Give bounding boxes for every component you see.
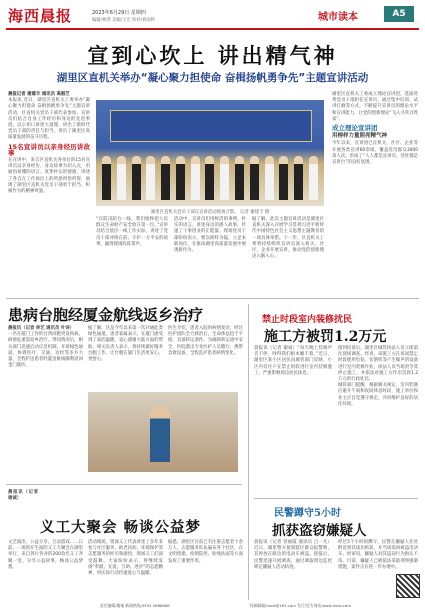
story-headline: 抓获盗窃嫌疑人 bbox=[272, 523, 367, 539]
person-figure bbox=[150, 406, 170, 462]
lead-column-5 bbox=[332, 92, 418, 166]
lead-paragraph: 今年以来，宣讲团已在机关、社区、企业等开展各类宣讲60余场，覆盖党员群众3000余人次，形成了“人人都是宣讲员、处处都是宣讲台”的良好氛围。 bbox=[332, 141, 418, 166]
story-paragraph: 接到投诉后，湖里区城管执法人员立即前往现场调查。经查，该施工方在夜间禁止时段使用电钻、切割机等产生噪声的设备进行室内装修作业。执法人员当场责令其停止施工，并依法对施工方作出罚款1.2万元的行政处罚。 bbox=[338, 346, 418, 383]
story-headline: 施工方被罚1.2万元 bbox=[264, 329, 387, 345]
story-byline: 晨报讯（记者 林艺 通讯员 叶诗） bbox=[8, 326, 75, 331]
lead-paragraph: 湖里区直机关工委成立理论宣讲团，选拔优秀党员干部担任宣讲员，通过集中培训、试讲打磨等方式，不断提升宣讲员的理论水平和宣讲能力，让党的创新理论“飞入寻常百姓家”。 bbox=[332, 92, 418, 122]
qr-code-icon bbox=[396, 574, 420, 598]
story-column bbox=[8, 490, 38, 502]
story-paragraph: 据悉，湖里区目前已有注册志愿者十余万人，志愿服务队伍遍布各个社区，在文明创建、疫情防控、助残扶弱等方面发挥了重要作用。 bbox=[168, 540, 243, 564]
column-divider bbox=[248, 304, 249, 600]
worker-photo bbox=[88, 392, 238, 472]
lead-headline: 宣到心坎上 讲出精气神 bbox=[87, 43, 338, 68]
story-paragraph: 经过5个小时的蹲守，民警在嫌疑人住处附近将其成功抓获，并当场追回被盗电动车。经审讯，嫌疑人对其盗窃行为供认不讳。目前，嫌疑人已被依法采取刑事强制措施，案件正在进一步办理中。 bbox=[338, 540, 418, 570]
page-footer bbox=[0, 603, 425, 611]
story-headline: 义工大聚会 畅谈公益梦 bbox=[40, 519, 202, 536]
story-headline: 患病台胞经厦金航线返乡治疗 bbox=[8, 306, 204, 324]
story-column bbox=[88, 326, 163, 363]
group-of-people bbox=[102, 156, 318, 202]
footer-right: 投稿邮箱/hxcb@163.com 发行/官方网站/www.hxcb.com bbox=[250, 603, 352, 608]
lead-subhead: 15名宣讲员以亲身经历讲故事 bbox=[8, 142, 90, 157]
lead-paragraph: 活动中，宣讲员们用鲜活的事例、朴实的语言，讲述身边的感人故事，传递了干事创业的正能量。现场党员干部纷纷表示，要以榜样为镜，立足本职岗位，在推动湖里高质量发展中展现新作为。 bbox=[174, 217, 246, 254]
story-kicker: 禁止时段室内装修扰民 bbox=[262, 315, 353, 325]
story-paragraph: 据了解，这是今年以来第一次开通此类绿色通道。患者家属表示，在厦门感受到了家的温暖，衷心感谢大陆方面的帮助。相关负责人表示，将持续做好服务台胞工作，让台胞在厦门生活更安心、更舒心。 bbox=[88, 326, 163, 363]
lead-subhead-secondary: 用榜样力量照亮精气神 bbox=[332, 133, 388, 140]
story-column bbox=[338, 346, 418, 408]
page-number-badge: A5 bbox=[384, 6, 414, 22]
photo-caption: 湖里区直机关党员干部在宣讲活动现场合影。 记者 谢建丰 摄 bbox=[150, 210, 270, 215]
story-column bbox=[8, 540, 83, 571]
section-title: 城市读本 bbox=[318, 12, 358, 23]
story-paragraph: 活动现场，资深义工代表讲述了多年来参与社区服务、助老扶幼、环境保护等志愿服务的经历和感悟，现场义工们深受鼓舞。大家纷纷表示，将继续发扬“奉献、友爱、互助、进步”的志愿精神，用实际行动传递爱心与温暖。 bbox=[88, 540, 163, 577]
lead-column-1 bbox=[8, 92, 90, 195]
event-backdrop bbox=[110, 110, 312, 142]
story-paragraph: 一名在厦门工作的台湾同胞突发疾病，病情危重需返乡治疗。得知情况后，相关部门迅速启动应急机制，开辟绿色通道，协调医疗、交通、边检等多方力量，全程护送患者经厦金航线顺利返回金门就医。 bbox=[8, 332, 83, 369]
lead-column-3 bbox=[174, 217, 246, 254]
story-kicker: 民警蹲守5小时 bbox=[274, 508, 341, 519]
story-column bbox=[254, 540, 332, 571]
lead-paragraph: 本报讯 近日，湖里区直机关工委举办“凝心聚力担使命 奋楫扬帆勇争先”主题宣讲活动，区直机关党员干部代表参加。宣讲员们结合自身工作经历和身边的先进事迹，以小切口讲述大道理，讲出了新时代党员干部的责任与担当，讲出了湖里区高质量发展的奋斗历程。 bbox=[8, 98, 90, 141]
masthead-divider bbox=[6, 28, 419, 30]
story-paragraph: 医生介绍，患者入院时病情复杂，经过医护团队全力救治后，生命体征趋于平稳，具备转运条件。为确保转运途中安全，医院派出专业医护人员随行，携带急救设备，全程监护患者病情变化。 bbox=[168, 326, 243, 356]
newspaper-logo: 海西晨报 bbox=[8, 7, 73, 25]
story-byline: 晨报讯（记者 谢诚） bbox=[8, 490, 38, 502]
lead-byline: 晨报记者 谢建丰 通讯员 高丽芝 bbox=[8, 92, 70, 97]
lead-subhead: 成立理论宣讲团 bbox=[332, 124, 378, 133]
issue-date: 2023年6月29日 星期四 bbox=[92, 10, 146, 16]
lead-subheadline: 湖里区直机关举办“凝心聚力担使命 奋楫扬帆勇争先”主题宣讲活动 bbox=[56, 72, 369, 84]
lead-photo bbox=[96, 100, 324, 206]
story-column bbox=[254, 346, 332, 377]
masthead bbox=[0, 0, 425, 28]
editor-credits: 编辑/林然 美编/王宏 校对/刘雨婷 bbox=[92, 18, 155, 23]
lead-paragraph: 在宣讲中，来自区直机关各单位的15名宣讲员以亲身经历、身边故事为切入点，用通俗易懂的语言、真挚朴实的情感，讲述了各自在工作岗位上的所思所悟所得，展现了湖里区直机关党员干部勇于担当、积极作为的精神风貌。 bbox=[8, 158, 90, 195]
story-paragraph: 晨报讯（记者 谢诚）“每天晚上装修声音不停，吵得我们根本睡不着。”近日，湖里区某小区居民向城管部门反映，小区内有住户在禁止时段进行室内装修施工，严重影响周边居民休息。 bbox=[254, 346, 332, 376]
section-divider bbox=[254, 498, 418, 499]
story-paragraph: 晨报讯（记者 曾丽霞 通讯员 吕一凡）近日，湖里警方接到辖区群众报警称，其停放在路边的电动车被盗。接报后，民警迅速开展调查，通过调取周边监控锁定嫌疑人活动轨迹。 bbox=[254, 540, 332, 570]
story-column bbox=[8, 326, 83, 369]
story-column bbox=[88, 540, 163, 577]
story-column bbox=[168, 326, 243, 357]
footer-left: 责任编辑/谢诚 新闻热线/0592-5888888 bbox=[100, 603, 170, 608]
section-divider bbox=[6, 298, 419, 299]
story-paragraph: 文艺演出、公益分享、互动游戏……日前，一场别开生面的义工大聚会在湖里举行，来自各行各业的200余名义工齐聚一堂，分享公益故事，畅谈公益梦想。 bbox=[8, 540, 83, 570]
section-divider bbox=[6, 484, 242, 485]
lead-paragraph: 据了解，此次主题宣讲活动是湖里区直机关深入开展学习贯彻习近平新时代中国特色社会主义思想主题教育的一项具体举措。下一步，区直机关工委将持续组织宣讲员深入机关、社区、企业开展宣讲，推动党的创新理论入脑入心。 bbox=[252, 217, 324, 260]
lead-paragraph: “在防汛防台一线，我们始终把人民群众生命财产安全放在第一位。”宣讲员结合基层一线工作实际，讲述了党员干部冲锋在前、守护一方平安的故事，赢得现场阵阵掌声。 bbox=[96, 217, 168, 247]
lead-column-2 bbox=[96, 217, 168, 248]
story-paragraph: 城管部门提醒，根据相关规定，室内装修应避开午间和夜间休息时段，施工单位和业主应自觉遵守规定，共同维护良好的居住环境。 bbox=[338, 383, 418, 407]
lead-column-4 bbox=[252, 217, 324, 260]
story-column bbox=[338, 540, 418, 571]
story-column bbox=[168, 540, 243, 565]
